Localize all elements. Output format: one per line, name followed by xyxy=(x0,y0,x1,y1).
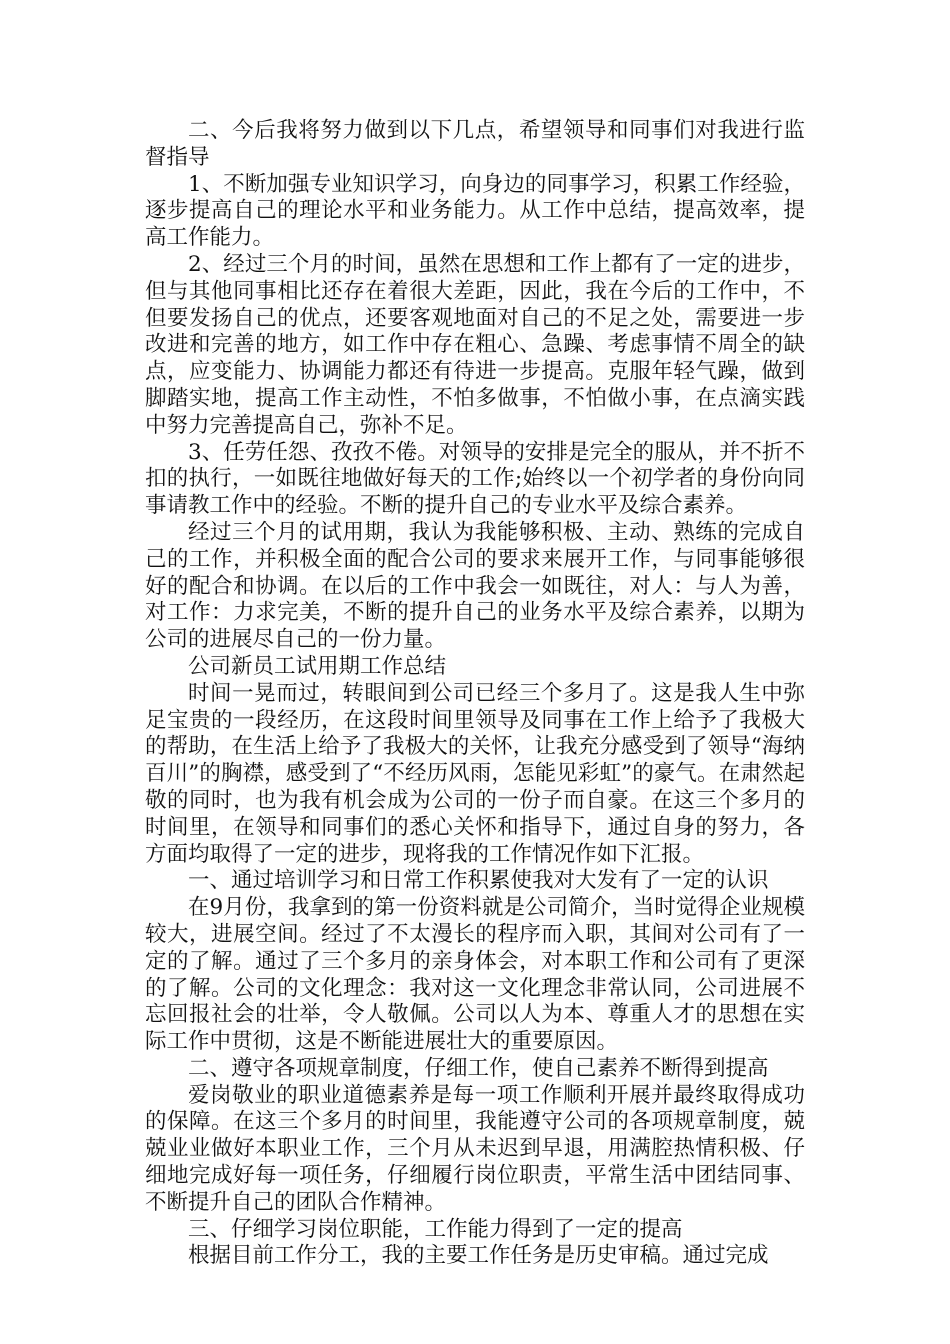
heading-section-3: 三、仔细学习岗位职能，工作能力得到了一定的提高 xyxy=(188,1216,683,1242)
section-title: 公司新员工试用期工作总结 xyxy=(188,653,447,679)
document-page xyxy=(145,118,805,1270)
heading-section-2: 二、遵守各项规章制度，仔细工作，使自己素养不断得到提高 xyxy=(188,1055,769,1081)
paragraph-point-3: 3、任劳任怨、孜孜不倦。对领导的安排是完全的服从，并不折不扣的执行，一如既往地做好每天的工作;始终以一个初学者的身份向同事请教工作中的经验。不断的提升自己的专业水平及综合素养。 xyxy=(145,439,805,519)
paragraph-section-2: 爱岗敬业的职业道德素养是每一项工作顺利开展并最终取得成功的保障。在这三个多月的时间里，我能遵守公司的各项规章制度，兢兢业业做好本职业工作，三个月从未迟到早退，用满腔热情积极、仔细地完成好每一项任务，仔细履行岗位职责，平常生活中团结同事、不断提升自己的团队合作精神。 xyxy=(145,1082,805,1215)
paragraph-section-3: 根据目前工作分工，我的主要工作任务是历史审稿。通过完成 xyxy=(188,1243,769,1269)
paragraph-introduction: 时间一晃而过，转眼间到公司已经三个多月了。这是我人生中弥足宝贵的一段经历，在这段时间里领导及同事在工作上给予了我极大的帮助，在生活上给予了我极大的关怀，让我充分感受到了领导“海纳百川”的胸襟，感受到了“不经历风雨，怎能见彩虹”的豪气。在肃然起敬的同时，也为我有机会成为公司的一份子而自豪。在这三个多月的时间里，在领导和同事们的悉心关怀和指导下，通过自身的努力，各方面均取得了一定的进步，现将我的工作情况作如下汇报。 xyxy=(145,680,805,867)
paragraph-future-goals-heading: 二、今后我将努力做到以下几点，希望领导和同事们对我进行监督指导 xyxy=(145,118,805,170)
paragraph-section-1: 在9月份，我拿到的第一份资料就是公司简介，当时觉得企业规模较大，进展空间。经过了不太漫长的程序而入职，其间对公司有了一定的了解。通过了三个多月的亲身体会，对本职工作和公司有了更深的了解。公司的文化理念：我对这一文化理念非常认同，公司进展不忘回报社会的壮举，令人敬佩。公司以人为本、尊重人才的思想在实际工作中贯彻，这是不断能进展壮大的重要原因。 xyxy=(145,895,805,1055)
paragraph-point-2: 2、经过三个月的时间，虽然在思想和工作上都有了一定的进步，但与其他同事相比还存在着很大差距，因此，我在今后的工作中，不但要发扬自己的优点，还要客观地面对自己的不足之处，需要进一步改进和完善的地方，如工作中存在粗心、急躁、考虑事情不周全的缺点，应变能力、协调能力都还有待进一步提高。克服年轻气躁，做到脚踏实地，提高工作主动性，不怕多做事，不怕做小事，在点滴实践中努力完善提高自己，弥补不足。 xyxy=(145,251,805,438)
heading-section-1: 一、通过培训学习和日常工作积累使我对大发有了一定的认识 xyxy=(188,868,769,894)
paragraph-probation-summary: 经过三个月的试用期，我认为我能够积极、主动、熟练的完成自己的工作，并积极全面的配合公司的要求来展开工作，与同事能够很好的配合和协调。在以后的工作中我会一如既往，对人：与人为善，对工作：力求完美，不断的提升自己的业务水平及综合素养，以期为公司的进展尽自己的一份力量。 xyxy=(145,519,805,653)
paragraph-point-1: 1、不断加强专业知识学习，向身边的同事学习，积累工作经验，逐步提高自己的理论水平和业务能力。从工作中总结，提高效率，提高工作能力。 xyxy=(145,171,805,251)
